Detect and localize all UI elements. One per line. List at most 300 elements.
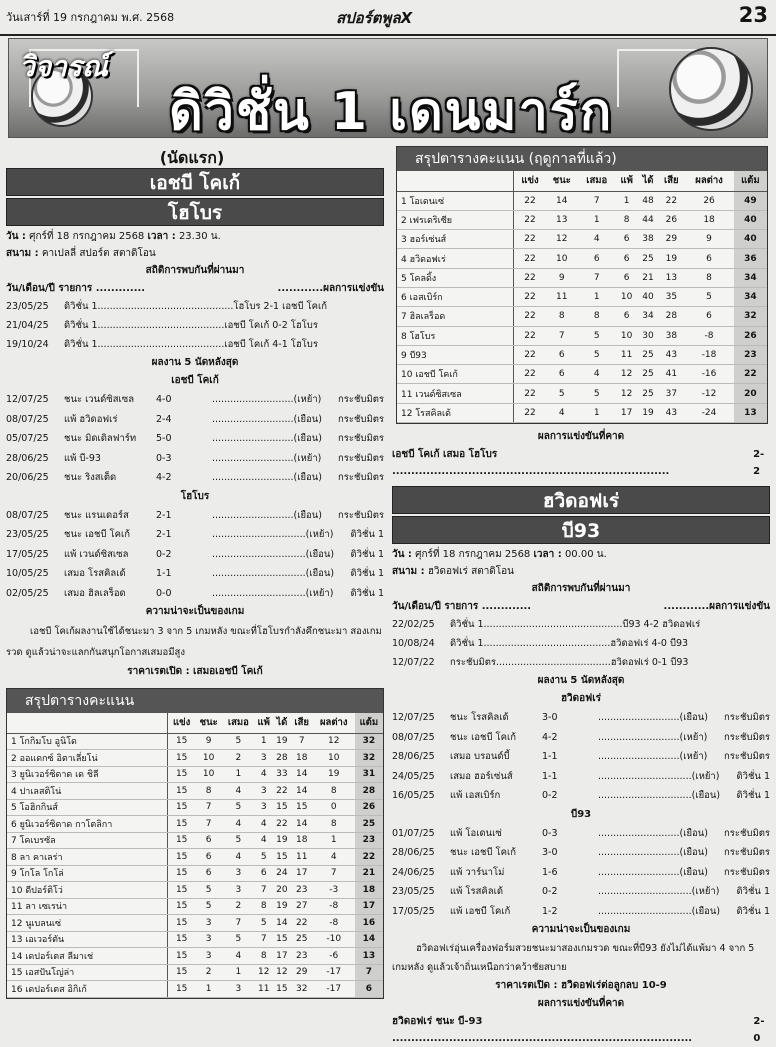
- standings-points: 23: [734, 345, 767, 364]
- standings-cell: 32: [291, 981, 313, 998]
- standings-cell: 1: [578, 287, 616, 306]
- standings-cell: 6: [616, 230, 638, 249]
- standings-cell: 10: [313, 750, 355, 767]
- match2-away-form-list: [392, 824, 770, 922]
- standings-header-cell: ผลต่าง: [313, 713, 355, 733]
- standings-cell: 5: [195, 882, 222, 899]
- form-date: 24/05/25: [392, 770, 435, 782]
- form-score: 1-1: [542, 751, 558, 762]
- standings-row: [397, 191, 767, 210]
- standings-cell: -24: [684, 403, 733, 422]
- standings-row: [397, 287, 767, 306]
- standings-cell: 8: [578, 307, 616, 326]
- match1-odds: ราคาเรตเปิด : เสมอเอชบี โคเก้: [127, 666, 263, 677]
- standings-cell: 22: [514, 326, 546, 345]
- standings-cell: 11: [616, 345, 638, 364]
- standings-cell: 24: [273, 865, 290, 882]
- standings-team: 6 ยูนิเวอร์ซิดาด กาโตลิกา: [7, 816, 168, 833]
- match2-analysis-title: ความน่าจะเป็นของเกม: [531, 924, 631, 935]
- standings-cell: 5: [546, 384, 578, 403]
- standings-cell: 4: [578, 365, 616, 384]
- standings-cell: 15: [168, 733, 195, 750]
- standings-header-cell: แข่ง: [168, 713, 195, 733]
- standings-cell: 27: [291, 898, 313, 915]
- standings-cell: 12: [313, 733, 355, 750]
- form-score: 0-3: [156, 452, 172, 464]
- standings-points: 40: [734, 210, 767, 229]
- standings-table-chile: [6, 688, 384, 999]
- match2-datetime: วัน : ศุกร์ที่ 18 กรกฎาคม 2568 เวลา : 00.00 น.: [392, 549, 607, 560]
- h2h-date: 19/10/24: [6, 339, 49, 350]
- form-competition: ดิวิชั่น 1: [350, 587, 384, 599]
- form-date: 28/06/25: [392, 751, 435, 762]
- standings-header-row: [7, 713, 383, 733]
- standings-cell: 5: [222, 733, 254, 750]
- standings-team: 13 เอเวอร์ตัน: [7, 931, 168, 948]
- h2h-result: ดิวิชั่น 1..........................................เอชบี โคเก้ 0-2 โฮโบร: [64, 320, 318, 331]
- standings-points: 16: [355, 915, 383, 932]
- standings-cell: 3: [254, 750, 273, 767]
- standings-cell: 22: [514, 210, 546, 229]
- standings-cell: 15: [168, 816, 195, 833]
- standings-team: 4 ฮวิดอฟเร่: [397, 249, 514, 268]
- standings-points: 26: [734, 326, 767, 345]
- standings-row: [397, 345, 767, 364]
- form-score: 3-0: [542, 712, 558, 723]
- standings-cell: 15: [273, 849, 290, 866]
- standings-cell: 7: [578, 191, 616, 210]
- standings-cell: 25: [638, 365, 659, 384]
- form-venue: ...............................(เยือน): [598, 905, 721, 917]
- standings-cell: 10: [546, 249, 578, 268]
- standings-table-last-season: [396, 146, 768, 424]
- form-competition: กระชับมิตร: [338, 472, 384, 483]
- standings-cell: 15: [168, 750, 195, 767]
- form-row: [6, 506, 384, 526]
- form-score: 2-1: [156, 509, 172, 521]
- standings-cell: 4: [254, 832, 273, 849]
- banner-title: ดิวิชั่น 1 เดนมาร์ก: [169, 82, 614, 138]
- standings-cell: 38: [638, 230, 659, 249]
- standings-cell: 4: [222, 816, 254, 833]
- standings-team: 10 เอชบี โคเก้: [397, 365, 514, 384]
- h2h-date: 23/05/25: [6, 301, 49, 312]
- standings-cell: 7: [222, 915, 254, 932]
- form-score: 0-2: [542, 886, 558, 897]
- standings-cell: 43: [658, 345, 684, 364]
- left-column: [6, 142, 384, 681]
- standings-cell: 9: [195, 733, 222, 750]
- standings-cell: 18: [684, 210, 733, 229]
- standings-cell: 3: [254, 799, 273, 816]
- standings-row: [397, 230, 767, 249]
- standings-cell: 10: [616, 326, 638, 345]
- match2-away-team: บี93: [392, 516, 770, 544]
- standings-cell: 15: [168, 882, 195, 899]
- standings-cell: 43: [658, 403, 684, 422]
- standings-header-cell: แต้ม: [734, 171, 767, 191]
- standings-header-cell: แต้ม: [355, 713, 383, 733]
- match1-h2h-list: [6, 297, 384, 354]
- form-competition: กระชับมิตร: [338, 452, 384, 464]
- h2h-result: ดิวิชั่น 1..............................................บี93 4-2 ฮวิดอฟเร่: [450, 619, 701, 630]
- standings-points: 21: [355, 865, 383, 882]
- standings-team: 4 ปาเลสติโน่: [7, 783, 168, 800]
- football-right-icon: [669, 47, 753, 131]
- standings-row: [397, 210, 767, 229]
- form-result: แพ้ วาร์นาโม่: [450, 866, 505, 878]
- form-score: 0-3: [542, 827, 558, 839]
- standings-cell: 22: [514, 307, 546, 326]
- standings-cell: 22: [291, 915, 313, 932]
- form-score: 2-1: [156, 529, 172, 540]
- standings-cell: 3: [222, 865, 254, 882]
- standings-cell: -6: [313, 948, 355, 965]
- page-number: 23: [738, 3, 768, 27]
- standings-cell: 7: [546, 326, 578, 345]
- form-venue: ...........................(เยือน): [598, 847, 708, 858]
- standings-cell: 1: [222, 964, 254, 981]
- standings-points: 26: [355, 799, 383, 816]
- standings-cell: 23: [291, 882, 313, 899]
- form-row: [6, 584, 384, 604]
- form-result: แพ้ โรสคิลเด้: [450, 886, 504, 897]
- form-venue: ...........................(เหย้า): [598, 731, 708, 743]
- standings-row: [7, 948, 383, 965]
- form-venue: ...........................(เยือน): [212, 433, 322, 444]
- standings-row: [397, 384, 767, 403]
- standings-cell: 15: [168, 783, 195, 800]
- standings-row: [397, 365, 767, 384]
- standings-cell: 4: [578, 230, 616, 249]
- standings-cell: 22: [514, 384, 546, 403]
- form-row: [6, 525, 384, 545]
- standings-cell: 21: [638, 268, 659, 287]
- standings-cell: 10: [616, 287, 638, 306]
- standings-team: 14 เดปอร์เตส ลีมาเช่: [7, 948, 168, 965]
- standings-cell: 15: [168, 964, 195, 981]
- match1-away-form-list: [6, 506, 384, 604]
- standings-cell: 15: [168, 981, 195, 998]
- standings-cell: 7: [291, 733, 313, 750]
- form-result: ชนะ เอชบี โคเก้: [450, 847, 516, 858]
- standings-row: [397, 326, 767, 345]
- standings-cell: 20: [273, 882, 290, 899]
- form-date: 17/05/25: [392, 905, 435, 917]
- form-score: 4-2: [156, 472, 172, 483]
- h2h-date: 22/02/25: [392, 619, 435, 630]
- standings-cell: 37: [658, 384, 684, 403]
- standings-cell: 5: [254, 915, 273, 932]
- standings-row: [397, 268, 767, 287]
- standings-cell: 12: [616, 384, 638, 403]
- form-score: 4-0: [156, 394, 172, 405]
- standings-cell: 1: [313, 832, 355, 849]
- standings-cell: 25: [291, 931, 313, 948]
- form-date: 12/07/25: [392, 712, 435, 723]
- standings-header-cell: ได้: [273, 713, 290, 733]
- standings-points: 17: [355, 898, 383, 915]
- form-competition: กระชับมิตร: [724, 712, 770, 723]
- standings-points: 23: [355, 832, 383, 849]
- form-date: 24/06/25: [392, 866, 435, 878]
- standings-row: [7, 816, 383, 833]
- match2-prediction-title: ผลการแข่งขันที่คาด: [537, 998, 625, 1009]
- standings-cell: 1: [578, 210, 616, 229]
- form-score: 2-4: [156, 413, 172, 425]
- standings-cell: 1: [195, 981, 222, 998]
- standings-cell: 28: [273, 750, 290, 767]
- standings-cell: 12: [254, 964, 273, 981]
- standings-cell: 8: [254, 898, 273, 915]
- standings-header-cell: เสมอ: [222, 713, 254, 733]
- match2-h2h-title: สถิติการพบกันที่ผ่านมา: [531, 583, 631, 594]
- h2h-row: [392, 634, 770, 653]
- form-score: 3-0: [542, 847, 558, 858]
- standings-cell: 11: [254, 981, 273, 998]
- standings-cell: 15: [273, 981, 290, 998]
- h2h-row: [392, 653, 770, 672]
- h2h-row: [6, 297, 384, 316]
- form-result: เสมอ โรสคิลเด้: [64, 568, 126, 579]
- form-result: แพ้ โอเดนเซ่: [450, 827, 502, 839]
- match1-away-team: โฮโบร: [6, 198, 384, 226]
- standings-cell: 18: [291, 750, 313, 767]
- form-date: 08/07/25: [6, 413, 49, 425]
- standings-cell: 14: [291, 766, 313, 783]
- standings-cell: 6: [578, 249, 616, 268]
- standings-cell: 6: [684, 249, 733, 268]
- standings-cell: 19: [638, 403, 659, 422]
- form-row: [6, 545, 384, 565]
- standings-cell: -16: [684, 365, 733, 384]
- form-venue: ...............................(เหย้า): [598, 886, 720, 897]
- form-score: 1-6: [542, 866, 558, 878]
- standings-team: 11 เวนด์ซิสเซล: [397, 384, 514, 403]
- standings-team: 1 โอเดนเซ่: [397, 191, 514, 210]
- standings-row: [7, 832, 383, 849]
- standings-team: 9 โกโล โกโล่: [7, 865, 168, 882]
- standings-cell: 35: [658, 287, 684, 306]
- form-score: 1-1: [156, 568, 172, 579]
- standings-cell: 6: [616, 249, 638, 268]
- standings-cell: -3: [313, 882, 355, 899]
- standings-cell: 14: [291, 783, 313, 800]
- standings-a-grid: [397, 171, 767, 423]
- standings-cell: 48: [638, 191, 659, 210]
- form-venue: ...........................(เยือน): [598, 712, 708, 723]
- form-competition: กระชับมิตร: [724, 751, 770, 762]
- form-venue: ...........................(เยือน): [212, 509, 322, 521]
- match1-home-team: เอชบี โคเก้: [6, 168, 384, 196]
- form-venue: ...........................(เหย้า): [212, 452, 322, 464]
- standings-team: 7 โคเบรซัล: [7, 832, 168, 849]
- standings-cell: 44: [638, 210, 659, 229]
- match2-home-form-list: [392, 708, 770, 806]
- standings-cell: 6: [684, 307, 733, 326]
- match2-h2h-list: [392, 615, 770, 672]
- standings-team: 5 โคลดิ้ง: [397, 268, 514, 287]
- standings-row: [7, 733, 383, 750]
- standings-cell: 0: [313, 799, 355, 816]
- standings-cell: 8: [684, 268, 733, 287]
- standings-cell: 7: [254, 931, 273, 948]
- standings-cell: 10: [195, 750, 222, 767]
- standings-row: [7, 898, 383, 915]
- standings-team: 12 โรสคิลเด้: [397, 403, 514, 422]
- standings-team: 8 โฮโบร: [397, 326, 514, 345]
- form-date: 28/06/25: [392, 847, 435, 858]
- h2h-date: 21/04/25: [6, 320, 49, 331]
- standings-cell: 19: [273, 832, 290, 849]
- banner-subtitle: วิจารณ์: [19, 50, 108, 83]
- standings-team: 9 บี93: [397, 345, 514, 364]
- standings-cell: 1: [616, 191, 638, 210]
- form-row: [392, 708, 770, 728]
- standings-cell: 17: [273, 948, 290, 965]
- standings-cell: 9: [684, 230, 733, 249]
- standings-team: 5 โอฮิกกินส์: [7, 799, 168, 816]
- form-row: [392, 786, 770, 806]
- standings-team: 16 เดปอร์เตส อิกิเก้: [7, 981, 168, 998]
- standings-cell: 30: [638, 326, 659, 345]
- standings-cell: 1: [254, 733, 273, 750]
- h2h-result: ดิวิชั่น 1.............................................โฮโบร 2-1 เอชบี โคเก้: [64, 301, 327, 312]
- form-result: เสมอ ฮิลเลร็อด: [64, 587, 126, 599]
- match2-away-form-team: บี93: [570, 808, 592, 820]
- form-result: แพ้ ฮวิดอฟเร่: [64, 413, 118, 425]
- standings-cell: 8: [313, 783, 355, 800]
- form-date: 08/07/25: [392, 731, 435, 743]
- standings-cell: 14: [546, 191, 578, 210]
- standings-cell: 3: [195, 915, 222, 932]
- standings-cell: 7: [195, 816, 222, 833]
- standings-header-cell: ผลต่าง: [684, 171, 733, 191]
- standings-cell: 14: [291, 816, 313, 833]
- standings-points: 22: [355, 849, 383, 866]
- standings-header-cell: แพ้: [616, 171, 638, 191]
- standings-cell: 13: [546, 210, 578, 229]
- form-competition: กระชับมิตร: [724, 731, 770, 743]
- standings-cell: 15: [168, 766, 195, 783]
- form-result: ชนะ แรนเดอร์ส: [64, 509, 129, 521]
- standings-row: [7, 915, 383, 932]
- form-date: 23/05/25: [6, 529, 49, 540]
- standings-cell: 26: [684, 191, 733, 210]
- standings-cell: 4: [222, 948, 254, 965]
- form-competition: ดิวิชั่น 1: [350, 568, 384, 579]
- standings-cell: 4: [254, 816, 273, 833]
- standings-points: 32: [355, 750, 383, 767]
- standings-cell: 15: [168, 832, 195, 849]
- standings-points: 13: [355, 948, 383, 965]
- standings-cell: 5: [195, 898, 222, 915]
- standings-cell: 10: [195, 766, 222, 783]
- standings-points: 40: [734, 230, 767, 249]
- form-row: [6, 564, 384, 584]
- standings-cell: 6: [195, 865, 222, 882]
- form-result: แพ้ เอชบี โคเก้: [450, 905, 511, 917]
- form-row: [6, 449, 384, 469]
- form-venue: ...........................(เหย้า): [212, 394, 322, 405]
- form-result: ชนะ เวนด์ซิสเซล: [64, 394, 135, 405]
- standings-cell: 25: [638, 249, 659, 268]
- h2h-result: ดิวิชั่น 1..........................................ฮวิดอฟเร่ 4-0 บี93: [450, 638, 689, 649]
- form-venue: ...............................(เยือน): [598, 790, 721, 801]
- standings-points: 49: [734, 191, 767, 210]
- standings-cell: 22: [514, 365, 546, 384]
- standings-team: 2 ออแดกซ์ อิตาเลี่ยโน่: [7, 750, 168, 767]
- standings-cell: 4: [222, 849, 254, 866]
- standings-cell: 29: [291, 964, 313, 981]
- form-competition: ดิวิชั่น 1: [736, 790, 770, 801]
- standings-cell: 4: [546, 403, 578, 422]
- standings-cell: 28: [658, 307, 684, 326]
- match2-prediction: ฮวิดอฟเร่ ชนะ บี-93 ............................................................................... 2-0: [392, 1016, 765, 1044]
- standings-row: [397, 249, 767, 268]
- form-venue: ...........................(เยือน): [598, 866, 708, 878]
- standings-cell: 1: [222, 766, 254, 783]
- standings-header-cell: เสมอ: [578, 171, 616, 191]
- standings-cell: 23: [291, 948, 313, 965]
- form-competition: ดิวิชั่น 1: [736, 770, 770, 782]
- standings-header-cell: แพ้: [254, 713, 273, 733]
- standings-cell: 6: [195, 849, 222, 866]
- standings-cell: 5: [578, 384, 616, 403]
- standings-points: 22: [734, 365, 767, 384]
- standings-cell: 22: [658, 191, 684, 210]
- team-header-cell: [7, 713, 168, 733]
- standings-cell: 7: [578, 268, 616, 287]
- form-venue: ...........................(เยือน): [598, 827, 708, 839]
- form-date: 02/05/25: [6, 587, 49, 599]
- standings-cell: 22: [514, 191, 546, 210]
- standings-cell: -17: [313, 981, 355, 998]
- standings-header-cell: ชนะ: [546, 171, 578, 191]
- form-row: [392, 902, 770, 922]
- standings-cell: 15: [168, 931, 195, 948]
- match2-h2h-header: วัน/เดือน/ปี รายการ ............. ............ผลการแข่งขัน: [392, 601, 770, 612]
- standings-cell: 15: [273, 931, 290, 948]
- standings-row: [7, 964, 383, 981]
- standings-team: 2 เฟรเดริเซีย: [397, 210, 514, 229]
- first-match-label: (นัดแรก): [159, 148, 225, 167]
- standings-points: 6: [355, 981, 383, 998]
- form-result: แพ้ บี-93: [64, 452, 101, 464]
- form-venue: ...............................(เยือน): [212, 568, 335, 579]
- match1-away-form-team: โฮโบร: [180, 490, 210, 502]
- match1-h2h-header: วัน/เดือน/ปี รายการ ............. ............ผลการแข่งขัน: [6, 283, 384, 294]
- standings-team: 15 เอสปันโญ่ล่า: [7, 964, 168, 981]
- form-competition: ดิวิชั่น 1: [736, 905, 770, 917]
- standings-cell: -8: [684, 326, 733, 345]
- standings-cell: 26: [658, 210, 684, 229]
- form-venue: ...........................(เยือน): [212, 472, 322, 483]
- standings-cell: -8: [313, 915, 355, 932]
- standings-cell: 6: [616, 307, 638, 326]
- standings-cell: 2: [222, 898, 254, 915]
- match1-venue: สนาม : คาเปลลี่ สปอร์ต สตาดิโอน: [6, 248, 156, 259]
- h2h-date: 10/08/24: [392, 638, 435, 649]
- section-banner: [8, 38, 768, 138]
- form-date: 01/07/25: [392, 827, 435, 839]
- standings-cell: 6: [546, 365, 578, 384]
- form-score: 1-2: [542, 905, 558, 917]
- match1-prediction: เอชบี โคเก้ เสมอ โฮโบร ......................................................................... 2-2: [392, 449, 765, 477]
- standings-team: 8 ลา คาเลร่า: [7, 849, 168, 866]
- form-date: 12/07/25: [6, 394, 49, 405]
- match2-home-team: ฮวิดอฟเร่: [392, 486, 770, 514]
